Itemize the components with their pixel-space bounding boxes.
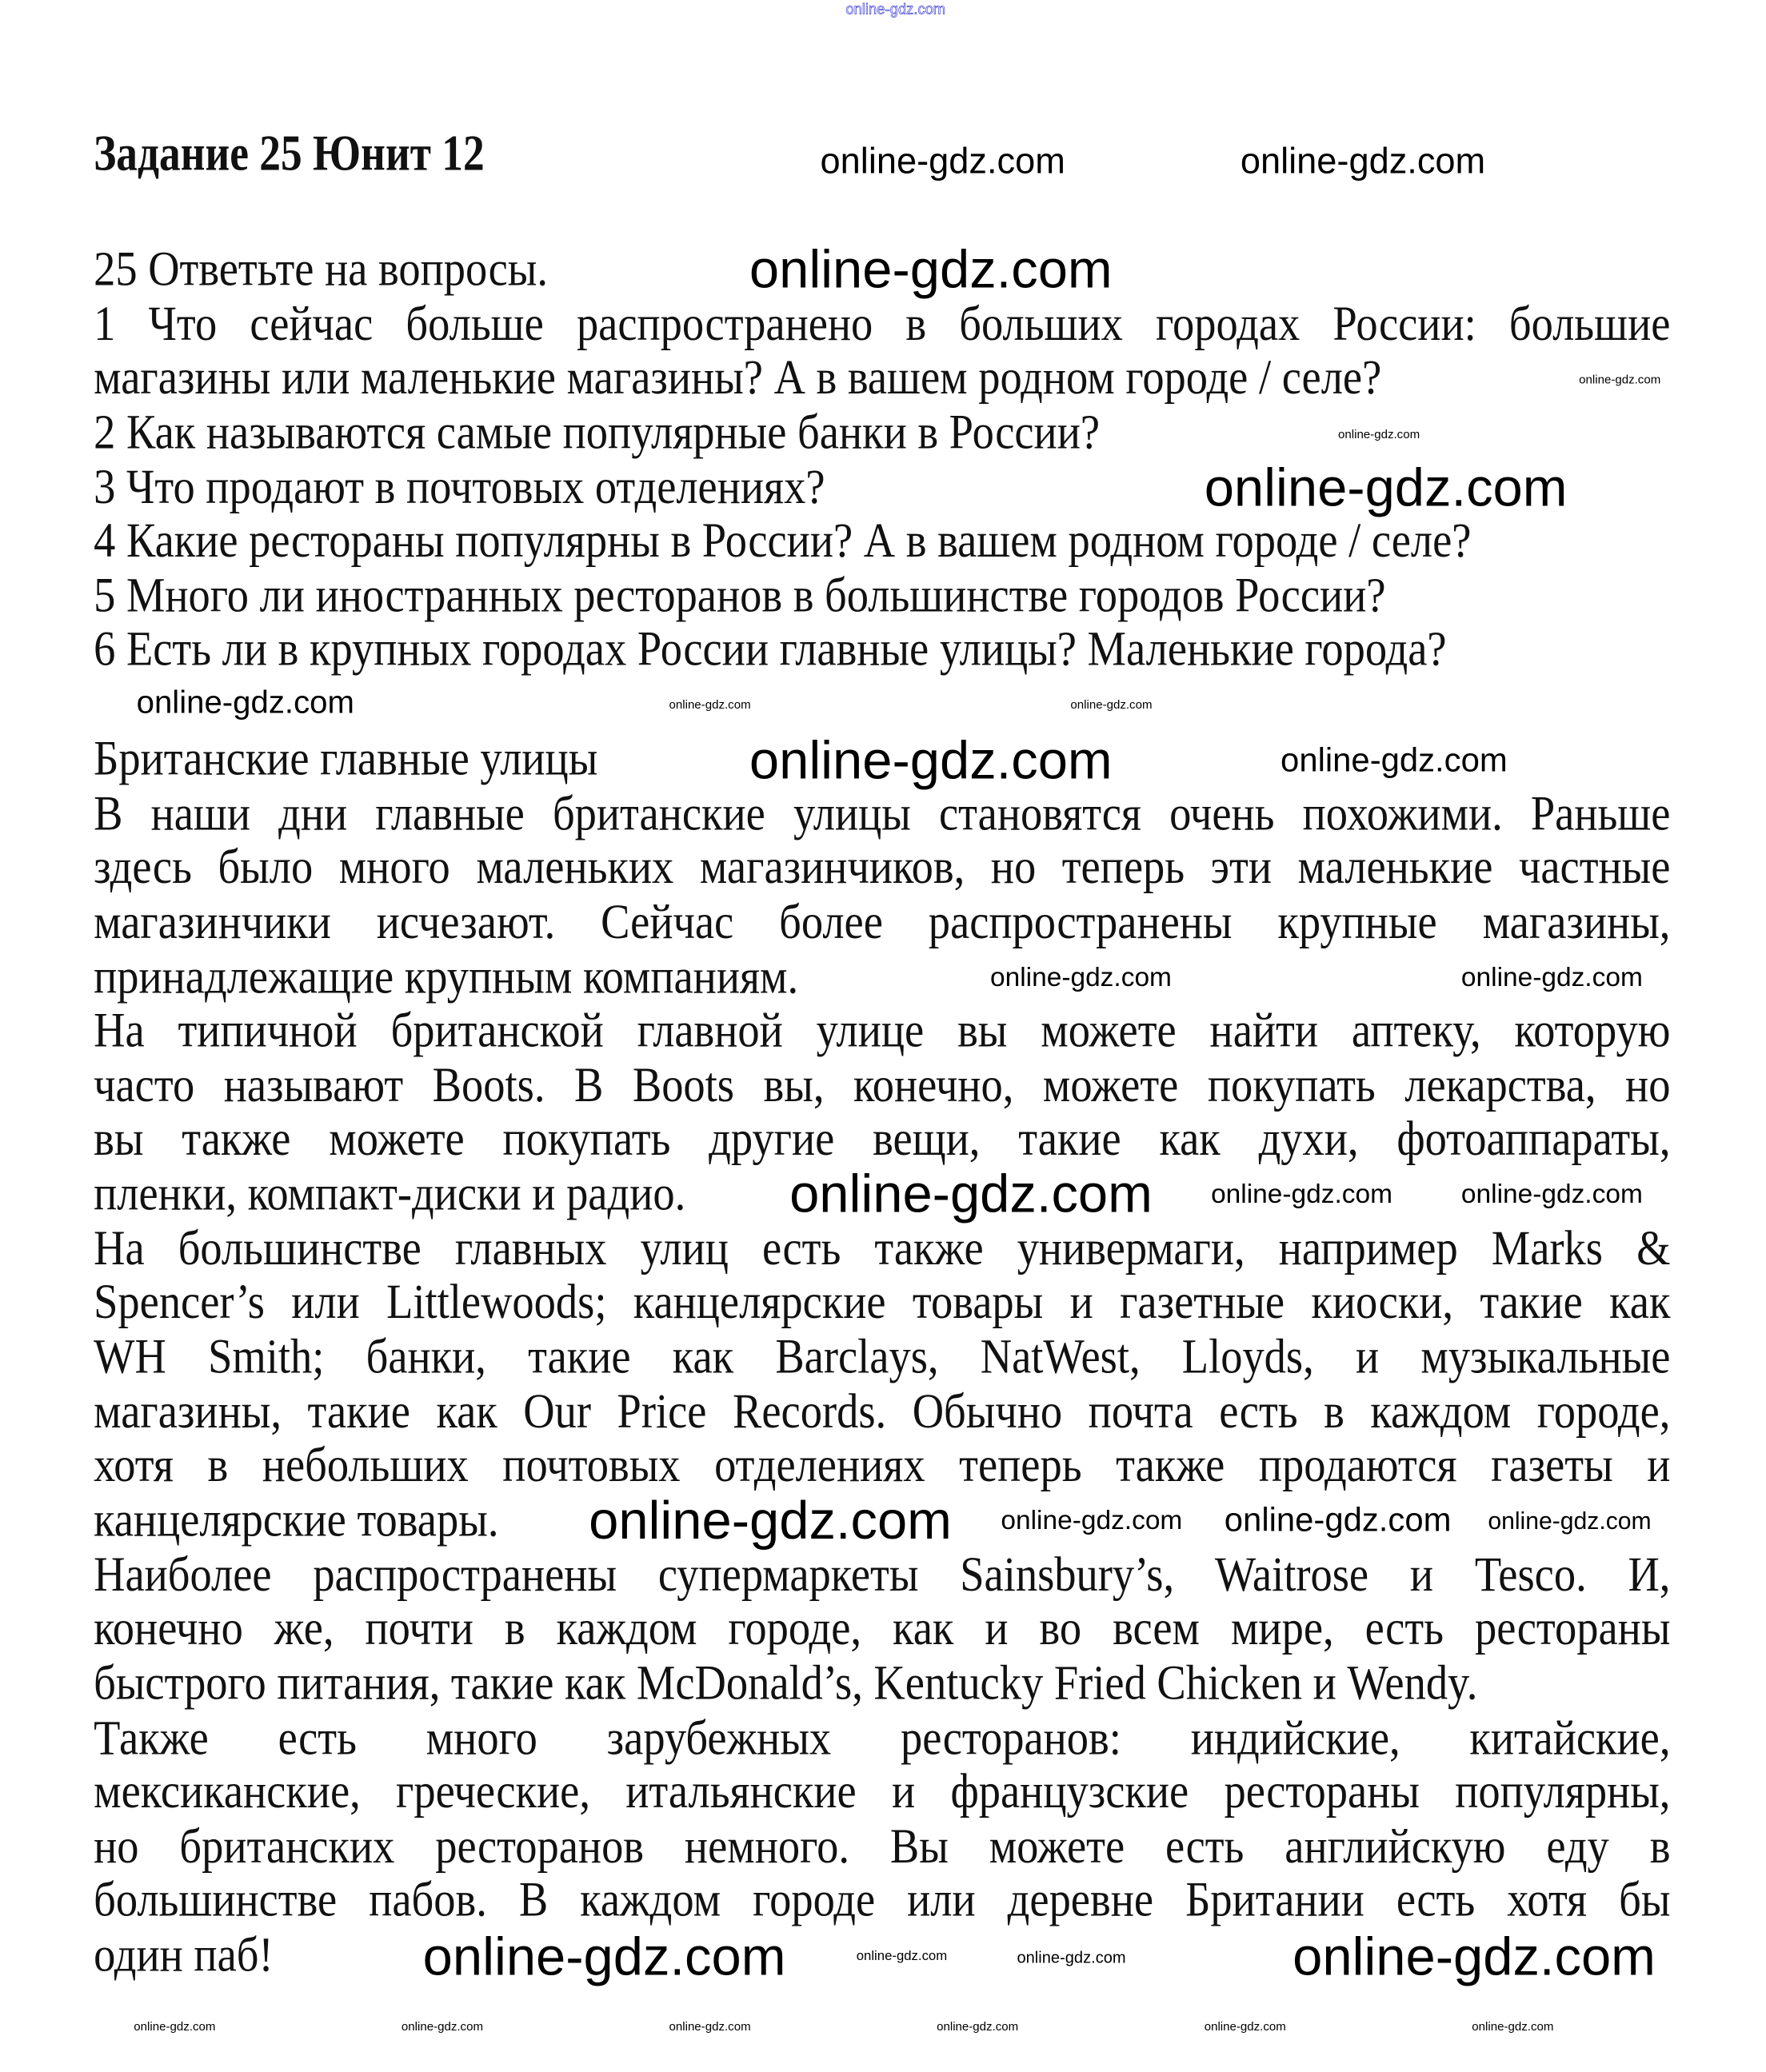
watermark: online-gdz.com (589, 1491, 952, 1551)
article-line: WH Smith; банки, такие как Barclays, NatWest, Lloyds, и музыкальные (94, 1330, 1671, 1385)
watermark: online-gdz.com (1211, 1180, 1392, 1210)
article-line: магазинчики исчезают. Сейчас более распространены крупные магазины, (94, 895, 1671, 950)
watermark: online-gdz.com (1240, 141, 1486, 182)
watermark: online-gdz.com (845, 2, 946, 18)
article-line: часто называют Boots. В Boots вы, конечно, можете покупать лекарства, но (94, 1058, 1671, 1113)
watermark: online-gdz.com (856, 1949, 948, 1964)
watermark: online-gdz.com (1224, 1501, 1452, 1539)
watermark: online-gdz.com (937, 2019, 1019, 2034)
article-line: мексиканские, греческие, итальянские и французские рестораны популярны, (94, 1764, 1671, 1820)
article-line: хотя в небольших почтовых отделениях теперь также продаются газеты и (94, 1439, 1671, 1494)
watermark: online-gdz.com (1017, 1947, 1126, 1967)
watermark: online-gdz.com (1281, 741, 1508, 780)
watermark: online-gdz.com (1460, 1180, 1643, 1210)
questions-heading: 25 Ответьте на вопросы. (94, 242, 549, 297)
article-line: здесь было много маленьких магазинчиков, но теперь эти маленькие частные (94, 840, 1671, 896)
watermark: online-gdz.com (1204, 2019, 1286, 2034)
question-line: 5 Много ли иностранных ресторанов в большинстве городов России? (94, 568, 1386, 624)
watermark: online-gdz.com (749, 732, 1113, 791)
article-line: канцелярские товары. (94, 1493, 499, 1548)
article-title: Британские главные улицы (94, 732, 598, 787)
article-line: один паб! (94, 1927, 274, 1983)
watermark: online-gdz.com (1001, 1506, 1183, 1536)
watermark: online-gdz.com (1070, 697, 1153, 712)
article-line: Spencer’s или Littlewoods; канцелярские товары и газетные киоски, такие как (94, 1276, 1671, 1331)
question-line: 6 Есть ли в крупных городах России главные улицы? Маленькие города? (94, 622, 1447, 678)
watermark: online-gdz.com (1293, 1927, 1656, 1987)
article-line: вы также можете покупать другие вещи, такие как духи, фотоаппараты, (94, 1112, 1671, 1168)
watermark: online-gdz.com (1472, 2019, 1554, 2034)
watermark: online-gdz.com (136, 685, 354, 721)
article-line: большинстве пабов. В каждом городе или деревне Британии есть хотя бы (94, 1873, 1671, 1929)
page-title: Задание 25 Юнит 12 (94, 126, 485, 182)
watermark: online-gdz.com (789, 1165, 1153, 1224)
article-line: принадлежащие крупным компаниям. (94, 949, 799, 1004)
watermark: online-gdz.com (669, 697, 751, 712)
watermark: online-gdz.com (669, 2019, 751, 2034)
watermark: online-gdz.com (401, 2019, 484, 2034)
article-line: На большинстве главных улиц есть также универмаги, например Marks & (94, 1221, 1671, 1276)
article-line: На типичной британской главной улице вы можете найти аптеку, которую (94, 1004, 1671, 1059)
article-line: быстрого питания, такие как McDonald’s, Kentucky Fried Chicken и Wendy. (94, 1655, 1478, 1711)
watermark: online-gdz.com (820, 141, 1065, 182)
watermark: online-gdz.com (1488, 1507, 1652, 1535)
question-line: 3 Что продают в почтовых отделениях? (94, 459, 825, 515)
question-line: 4 Какие рестораны популярны в России? А в вашем родном городе / селе? (94, 513, 1472, 569)
watermark: online-gdz.com (422, 1927, 786, 1987)
watermark: online-gdz.com (1579, 372, 1661, 386)
watermark: online-gdz.com (749, 241, 1113, 300)
watermark: online-gdz.com (990, 963, 1172, 993)
article-line: пленки, компакт-диски и радио. (94, 1167, 686, 1222)
watermark: online-gdz.com (1338, 427, 1420, 441)
question-line: 1 Что сейчас больше распространено в больших городах России: большие (94, 296, 1671, 352)
article-line: Также есть много зарубежных ресторанов: индийские, китайские, (94, 1710, 1671, 1766)
watermark: online-gdz.com (1204, 458, 1568, 518)
question-line: 2 Как называются самые популярные банки в России? (94, 405, 1101, 461)
question-line: магазины или маленькие магазины? А в вашем родном городе / селе? (94, 350, 1382, 406)
article-line: магазины, такие как Our Price Records. Обычно почта есть в каждом городе, (94, 1384, 1671, 1439)
article-line: но британских ресторанов немного. Вы можете есть английскую еду в (94, 1818, 1671, 1874)
watermark: online-gdz.com (1460, 963, 1643, 993)
watermark: online-gdz.com (134, 2019, 216, 2034)
article-line: Наиболее распространены супермаркеты Sainsbury’s, Waitrose и Tesco. И, (94, 1547, 1671, 1603)
article-section (94, 732, 1671, 1987)
article-line: В наши дни главные британские улицы становятся очень похожими. Раньше (94, 786, 1671, 841)
article-line: конечно же, почти в каждом городе, как и во всем мире, есть рестораны (94, 1601, 1671, 1657)
